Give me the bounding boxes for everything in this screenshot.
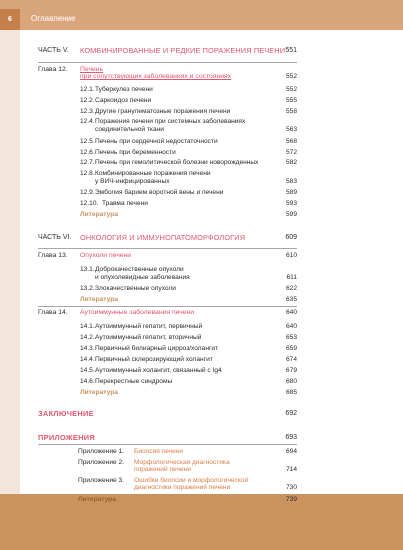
page-ref: 685 [285, 389, 297, 396]
appendix-title-line2: диагностики поражений печени [134, 484, 231, 491]
page-ref: 551 [285, 47, 297, 54]
chapter-label: Глава 14. [38, 309, 68, 316]
appendix-label: Приложение 3. [78, 477, 125, 484]
page-ref: 653 [285, 334, 297, 341]
page-ref: 552 [285, 86, 297, 93]
page-ref: 589 [285, 189, 297, 196]
appendix-title-line2: поражений печени [134, 466, 191, 473]
section-number: 12.7. [80, 159, 95, 166]
chapter-label: Глава 12. [38, 66, 68, 73]
page-ref: 572 [285, 149, 297, 156]
chapter-title-line2: при сопутствующих заболеваниях и состояниях [80, 73, 232, 80]
page-ref: 693 [285, 434, 297, 441]
section-title: Перекрестные синдромы [95, 378, 173, 385]
chapter-label: Глава 13. [38, 252, 68, 259]
page-ref: 674 [285, 356, 297, 363]
section-title: Печень при гемолитической болезни новорожденных [95, 159, 259, 166]
page-ref: 611 [286, 274, 297, 281]
page-ref: 583 [285, 178, 297, 185]
literature-label: Литература [80, 296, 118, 303]
part-label: ЧАСТЬ VI. [38, 234, 72, 241]
conclusion-title: ЗАКЛЮЧЕНИЕ [38, 409, 94, 418]
section-title: Эмболия барием воротной вены и печени [95, 189, 224, 196]
section-number: 14.5. [80, 367, 95, 374]
page-ref: 679 [285, 367, 297, 374]
page-ref: 593 [285, 200, 297, 207]
running-header-title: Оглавление [31, 14, 76, 23]
page-number: 6 [0, 9, 20, 30]
section-number: 12.10. [80, 200, 99, 207]
appendix-title: Ошибки биопсии и морфологической [134, 477, 249, 484]
section-title: Доброкачественные опухоли [95, 266, 184, 273]
page-ref: 640 [285, 323, 297, 330]
separator [38, 306, 297, 307]
section-title: Саркоидоз печени [95, 97, 152, 104]
page-ref: 694 [285, 448, 297, 455]
section-number: 12.4. [80, 118, 95, 125]
chapter-title: Опухоли печени [80, 252, 132, 259]
section-number: 12.8. [80, 170, 95, 177]
page-ref: 692 [285, 410, 297, 417]
page-ref: 555 [285, 97, 297, 104]
appendix-label: Приложение 1. [78, 448, 125, 455]
page-ref: 582 [285, 159, 297, 166]
appendix-title: Морфологическая диагностика [134, 459, 230, 466]
section-number: 12.3. [80, 108, 95, 115]
footer-bar [0, 494, 403, 550]
section-number: 14.6. [80, 378, 95, 385]
section-title: Травма печени [102, 200, 148, 207]
section-number: 14.1. [80, 323, 95, 330]
page-ref: 640 [285, 309, 297, 316]
literature-label: Литература [80, 389, 118, 396]
appendix-title: Биопсия печени [134, 448, 184, 455]
section-title: Аутоиммунный гепатит, первичный [95, 323, 203, 330]
page-ref: 609 [285, 234, 297, 241]
chapter-title: Печень [80, 66, 104, 73]
section-title: Поражения печени при системных заболеваниях [95, 118, 246, 125]
separator [38, 62, 297, 63]
section-title-line2: и опухолевидные заболевания [95, 274, 190, 281]
section-number: 12.5. [80, 138, 95, 145]
literature-label: Литература [78, 496, 116, 503]
section-title: Злокачественные опухоли [95, 285, 176, 292]
section-number: 14.4. [80, 356, 95, 363]
section-title: Аутоиммунный холангит, связанный с Ig4 [95, 367, 222, 374]
section-number: 12.6. [80, 149, 95, 156]
section-title: Первичный билиарный цирроз/холангит [95, 345, 219, 352]
page-ref: 739 [285, 496, 297, 503]
page-ref: 563 [285, 126, 297, 133]
section-number: 13.2. [80, 285, 95, 292]
appendix-label: Приложение 2. [78, 459, 125, 466]
section-number: 13.1. [80, 266, 95, 273]
section-number: 14.3. [80, 345, 95, 352]
page-ref: 622 [285, 285, 297, 292]
section-number: 14.2. [80, 334, 95, 341]
page-ref: 610 [285, 252, 297, 259]
separator [38, 248, 297, 249]
page-ref: 558 [285, 108, 297, 115]
section-title: Первичный склерозирующий холангит [95, 356, 213, 363]
part-title: КОМБИНИРОВАННЫЕ И РЕДКИЕ ПОРАЖЕНИЯ ПЕЧЕНИ [80, 46, 286, 55]
page-ref: 714 [285, 466, 297, 473]
page-ref: 659 [285, 345, 297, 352]
page-ref: 730 [285, 484, 297, 491]
section-title: Печень при беременности [95, 149, 176, 156]
separator [38, 444, 297, 445]
page-ref: 635 [285, 296, 297, 303]
section-number: 12.9. [80, 189, 95, 196]
section-number: 12.1. [80, 86, 95, 93]
literature-label: Литература [80, 211, 118, 218]
section-title: Аутоиммунный гепатит, вторичный [95, 334, 202, 341]
page-ref: 599 [285, 211, 297, 218]
section-title: Комбинированные поражения печени [95, 170, 211, 177]
appendices-title: ПРИЛОЖЕНИЯ [38, 433, 95, 442]
page-ref: 568 [285, 138, 297, 145]
section-title: Туберкулез печени [95, 86, 153, 93]
section-title-line2: соединительной ткани [95, 126, 164, 133]
section-number: 12.2. [80, 97, 95, 104]
section-title-line2: у ВИЧ-инфицированных [95, 178, 170, 185]
page-ref: 552 [285, 73, 297, 80]
part-title: ОНКОЛОГИЯ И ИММУНОПАТОМОРФОЛОГИЯ [80, 233, 246, 242]
chapter-title: Аутоиммунные заболевания печени [80, 309, 195, 316]
part-label: ЧАСТЬ V. [38, 47, 69, 54]
section-title: Печень при сердечной недостаточности [95, 138, 218, 145]
section-title: Другие гранулематозные поражения печени [95, 108, 231, 115]
page-ref: 680 [285, 378, 297, 385]
